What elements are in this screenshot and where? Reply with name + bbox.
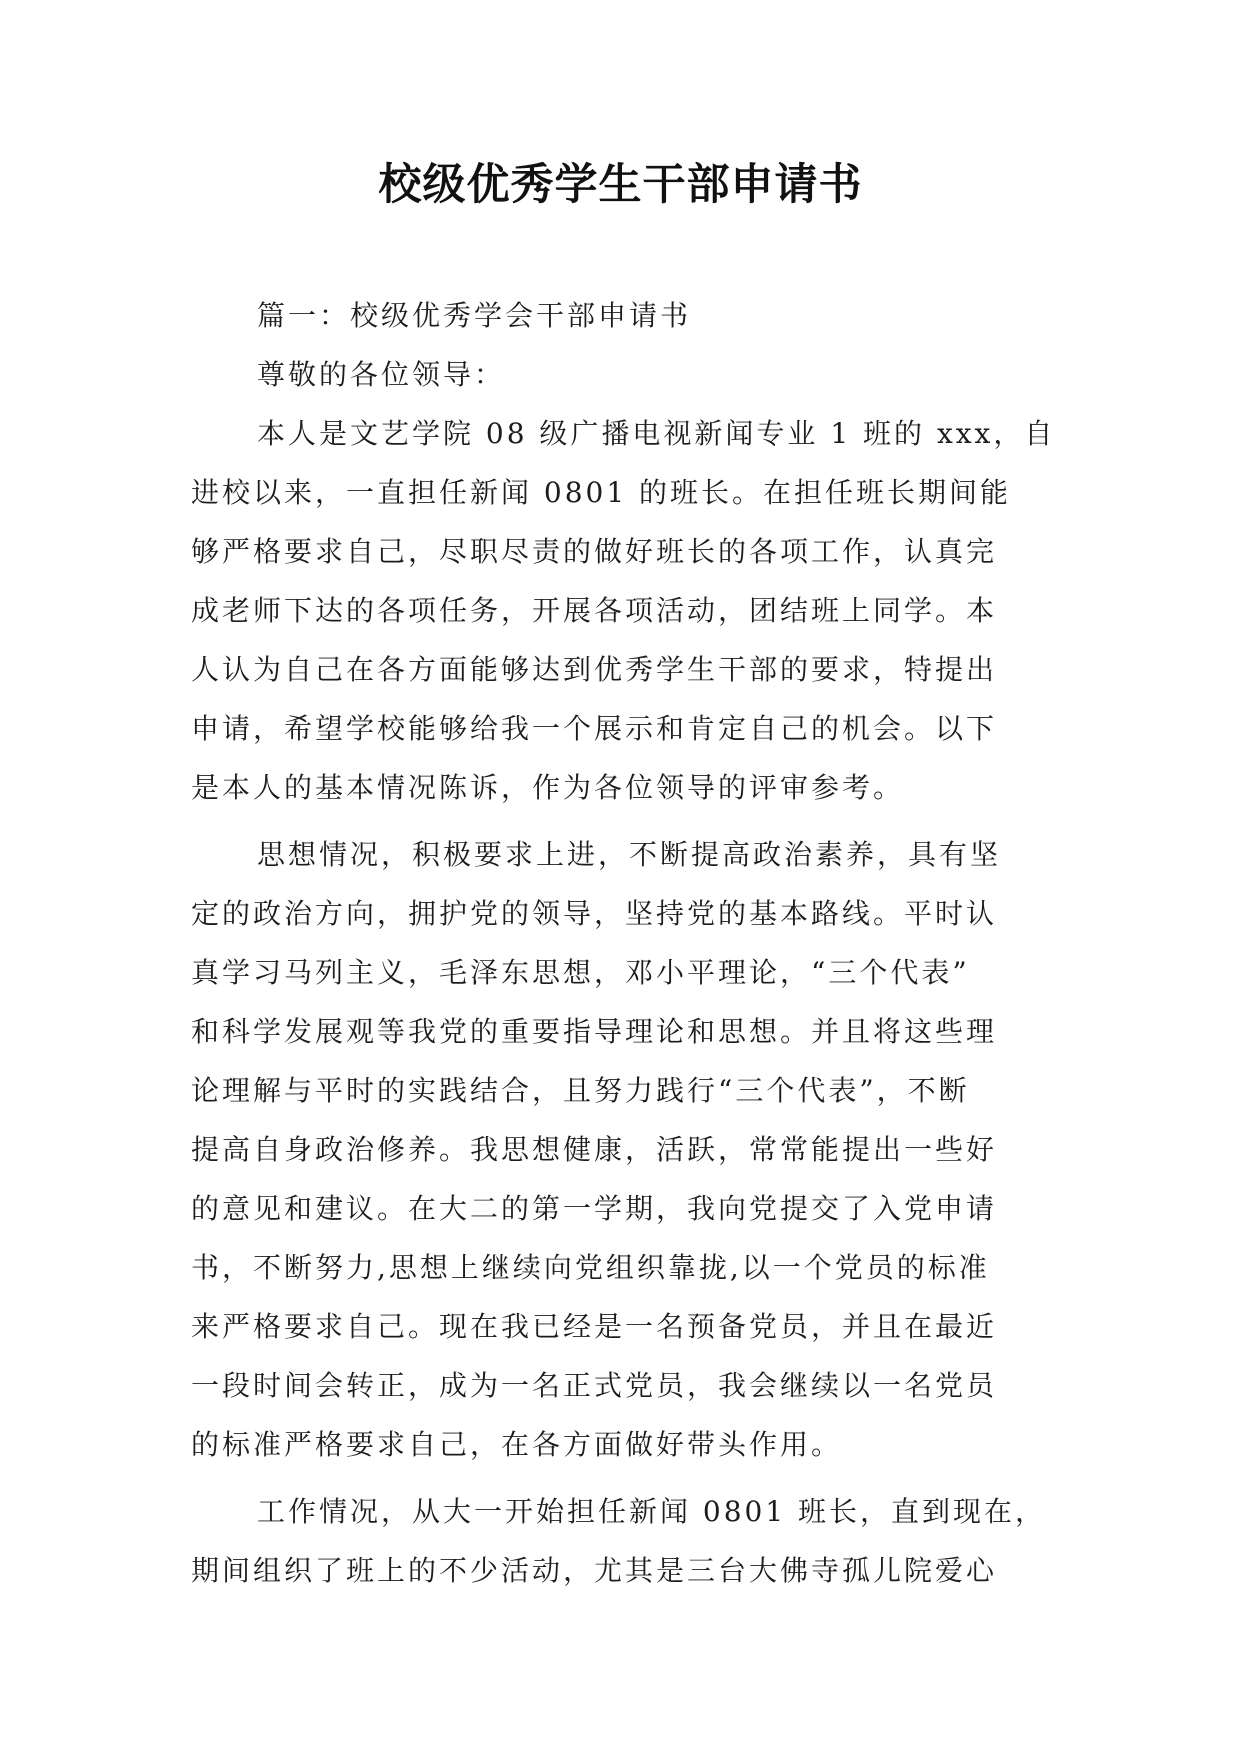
text-line: 工作情况，从大一开始担任新闻 0801 班长，直到现在， — [257, 1495, 1047, 1528]
document-body — [191, 286, 1056, 1600]
text-line: 书，不断努力,思想上继续向党组织靠拢,以一个党员的标准 — [191, 1251, 990, 1284]
text-line: 一段时间会转正，成为一名正式党员，我会继续以一名党员 — [191, 1369, 998, 1402]
text-line: 期间组织了班上的不少活动，尤其是三台大佛寺孤儿院爱心 — [191, 1554, 998, 1587]
text-line: 定的政治方向，拥护党的领导，坚持党的基本路线。平时认 — [191, 897, 998, 930]
text-line: 真学习马列主义，毛泽东思想，邓小平理论，“三个代表” — [191, 956, 970, 989]
text-line: 论理解与平时的实践结合，且努力践行“三个代表”，不断 — [191, 1074, 970, 1107]
text-line: 本人是文艺学院 08 级广播电视新闻专业 1 班的 xxx，自 — [257, 417, 1056, 450]
text-line: 申请，希望学校能够给我一个展示和肯定自己的机会。以下 — [191, 712, 998, 745]
document-title: 校级优秀学生干部申请书 — [378, 160, 863, 210]
text-line: 进校以来，一直担任新闻 0801 的班长。在担任班长期间能 — [191, 476, 1012, 509]
text-line: 和科学发展观等我党的重要指导理论和思想。并且将这些理 — [191, 1015, 998, 1048]
text-line: 思想情况，积极要求上进，不断提高政治素养，具有坚 — [257, 838, 1002, 871]
text-line: 提高自身政治修养。我思想健康，活跃，常常能提出一些好 — [191, 1133, 998, 1166]
salutation: 尊敬的各位领导： — [257, 358, 506, 391]
text-line: 成老师下达的各项任务，开展各项活动，团结班上同学。本 — [191, 594, 998, 627]
text-line: 够严格要求自己，尽职尽责的做好班长的各项工作，认真完 — [191, 535, 998, 568]
text-line: 是本人的基本情况陈诉，作为各位领导的评审参考。 — [191, 771, 905, 804]
section-heading: 篇一：校级优秀学会干部申请书 — [257, 299, 692, 332]
text-line: 的意见和建议。在大二的第一学期，我向党提交了入党申请 — [191, 1192, 998, 1225]
text-line: 的标准严格要求自己，在各方面做好带头作用。 — [191, 1428, 843, 1461]
text-line: 人认为自己在各方面能够达到优秀学生干部的要求，特提出 — [191, 653, 998, 686]
text-line: 来严格要求自己。现在我已经是一名预备党员，并且在最近 — [191, 1310, 998, 1343]
